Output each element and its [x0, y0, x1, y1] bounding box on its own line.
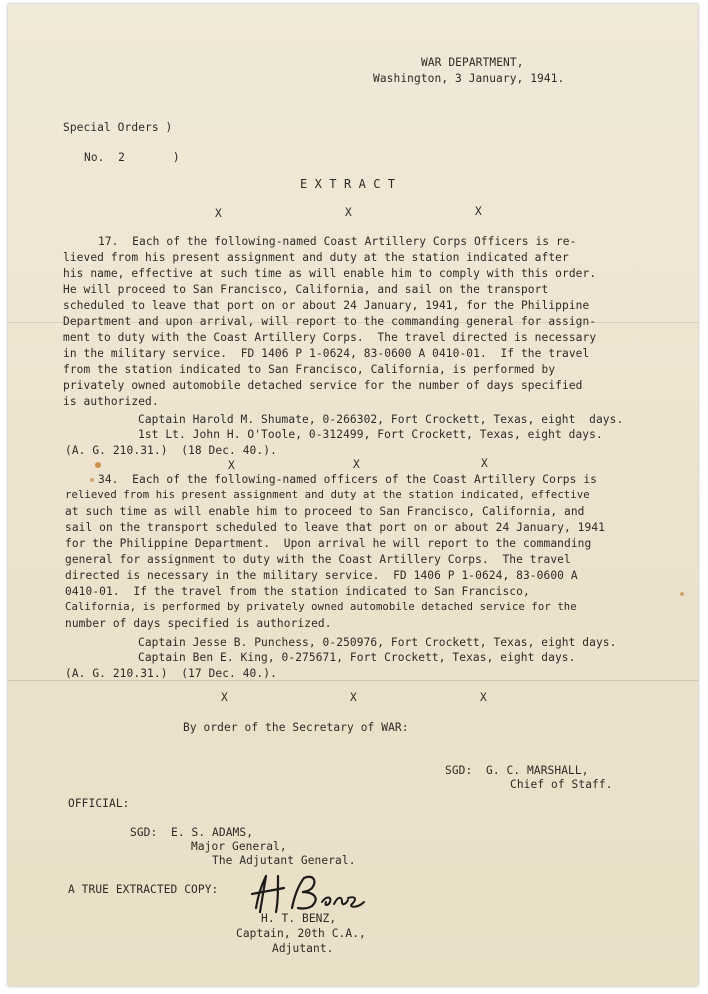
document-page — [8, 4, 698, 986]
signature-marshall: SGD: G. C. MARSHALL, — [445, 764, 589, 777]
text-line: is authorized. — [63, 395, 159, 408]
stain-spot — [95, 462, 101, 468]
text-line: for the Philippine Department. Upon arrival he will report to the commanding — [65, 537, 592, 550]
separator-x: X — [215, 207, 222, 220]
text-line: general for assignment to duty with the Coast Artillery Corps. The travel — [65, 553, 571, 566]
text-line: in the military service. FD 1406 P 1-0624, 83-0600 A 0410-01. If the travel — [63, 347, 590, 360]
text-line: relieved from his present assignment and duty at the station indicated, effective — [65, 489, 590, 501]
benz-rank: Captain, 20th C.A., — [236, 927, 366, 940]
text-line: 0410-01. If the travel from the station indicated to San Francisco, — [65, 585, 530, 598]
page-fold-line — [8, 680, 698, 681]
separator-x: X — [481, 457, 488, 470]
text-line: his name, effective at such time as will enable him to comply with this order. — [63, 267, 597, 280]
text-line: at such time as will enable him to proceed to San Francisco, California, and — [65, 505, 585, 518]
text-line: 34. Each of the following-named officers of the Coast Artillery Corps is — [98, 473, 597, 486]
text-line: ment to duty with the Coast Artillery Corps. The travel directed is necessary — [63, 331, 597, 344]
text-line: privately owned automobile detached service for the number of days specified — [63, 379, 583, 392]
place-date: Washington, 3 January, 1941. — [373, 72, 565, 85]
text-line: He will proceed to San Francisco, California, and sail on the transport — [63, 283, 549, 296]
official-label: OFFICIAL: — [68, 797, 130, 810]
handwritten-signature — [248, 868, 368, 918]
text-line: scheduled to leave that port on or about 24 January, 1941, for the Philippine — [63, 299, 590, 312]
separator-x: X — [345, 206, 352, 219]
ag-reference: (A. G. 210.31.) (18 Dec. 40.). — [65, 444, 277, 457]
adams-title: The Adjutant General. — [212, 854, 356, 867]
signature-adams: SGD: E. S. ADAMS, — [130, 826, 254, 839]
special-orders-label: Special Orders ) — [63, 121, 173, 134]
officer-entry: 1st Lt. John H. O'Toole, 0-312499, Fort Crockett, Texas, eight days. — [138, 428, 603, 441]
separator-x: X — [480, 691, 487, 704]
officer-entry: Captain Jesse B. Punchess, 0-250976, Fort Crockett, Texas, eight days. — [138, 636, 617, 649]
officer-entry: Captain Harold M. Shumate, 0-266302, Fort Crockett, Texas, eight days. — [138, 413, 624, 426]
text-line: 17. Each of the following-named Coast Artillery Corps Officers is re- — [98, 235, 577, 248]
text-line: directed is necessary in the military service. FD 1406 P 1-0624, 83-0600 A — [65, 569, 578, 582]
true-copy-label: A TRUE EXTRACTED COPY: — [68, 883, 219, 896]
text-line: number of days specified is authorized. — [65, 617, 332, 630]
by-order-line: By order of the Secretary of WAR: — [183, 721, 409, 734]
text-line: sail on the transport scheduled to leave that port on or about 24 January, 1941 — [65, 521, 605, 534]
adams-rank: Major General, — [191, 840, 287, 853]
department-heading: WAR DEPARTMENT, — [421, 56, 524, 69]
text-line: from the station indicated to San Francisco, California, is performed by — [63, 363, 556, 376]
separator-x: X — [475, 205, 482, 218]
separator-x: X — [350, 691, 357, 704]
officer-entry: Captain Ben E. King, 0-275671, Fort Crockett, Texas, eight days. — [138, 651, 576, 664]
separator-x: X — [228, 459, 235, 472]
extract-title: E X T R A C T — [300, 177, 396, 191]
separator-x: X — [221, 691, 228, 704]
text-line: lieved from his present assignment and duty at the station indicated after — [63, 251, 569, 264]
ag-reference: (A. G. 210.31.) (17 Dec. 40.). — [65, 667, 277, 680]
benz-title: Adjutant. — [272, 942, 334, 955]
chief-of-staff-title: Chief of Staff. — [510, 778, 613, 791]
stain-spot — [680, 592, 684, 596]
text-line: Department and upon arrival, will report to the commanding general for assign- — [63, 315, 597, 328]
order-number: No. 2 ) — [84, 151, 180, 164]
benz-name: H. T. BENZ, — [261, 912, 337, 925]
stain-spot — [90, 478, 94, 482]
text-line: California, is performed by privately owned automobile detached service for the — [65, 601, 577, 613]
separator-x: X — [353, 458, 360, 471]
